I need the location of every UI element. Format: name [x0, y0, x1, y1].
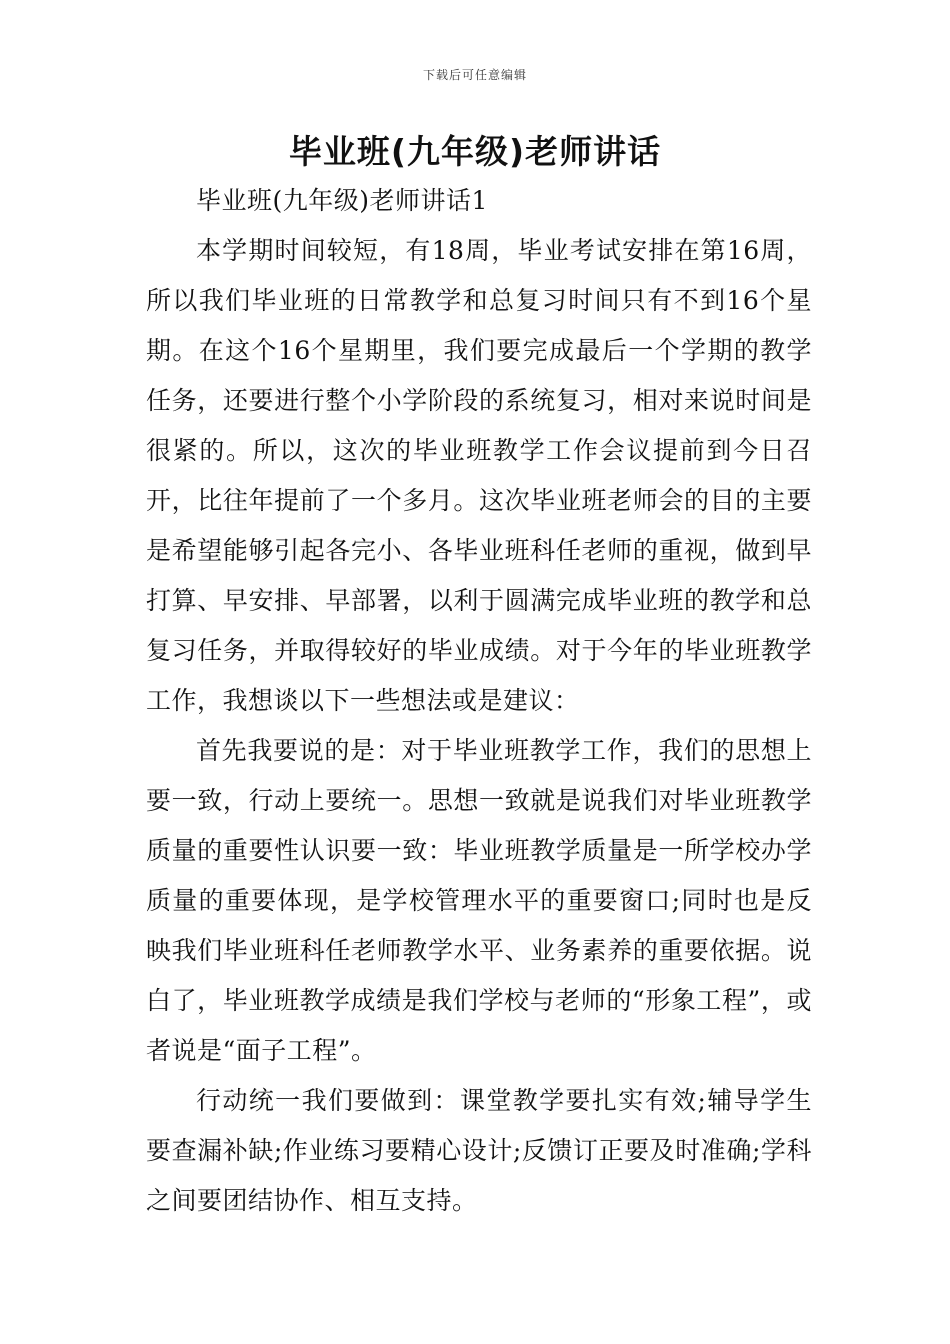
paragraph-3: 行动统一我们要做到：课堂教学要扎实有效;辅导学生要查漏补缺;作业练习要精心设计;反馈订正要及时准确;学科之间要团结协作、相互支持。	[146, 1086, 812, 1215]
document-body	[146, 176, 812, 1226]
section-subtitle: 毕业班(九年级)老师讲话1	[196, 186, 488, 215]
paragraph-2: 首先我要说的是：对于毕业班教学工作，我们的思想上要一致，行动上要统一。思想一致就是说我们对毕业班教学质量的重要性认识要一致：毕业班教学质量是一所学校办学质量的重要体现，是学校管理水平的重要窗口;同时也是反映我们毕业班科任老师教学水平、业务素养的重要依据。说白了，毕业班教学成绩是我们学校与老师的“形象工程”，或者说是“面子工程”。	[146, 736, 812, 1065]
paragraph-1: 本学期时间较短，有18周，毕业考试安排在第16周，所以我们毕业班的日常教学和总复习时间只有不到16个星期。在这个16个星期里，我们要完成最后一个学期的教学任务，还要进行整个小学阶段的系统复习，相对来说时间是很紧的。所以，这次的毕业班教学工作会议提前到今日召开，比往年提前了一个多月。这次毕业班老师会的目的主要是希望能够引起各完小、各毕业班科任老师的重视，做到早打算、早安排、早部署，以利于圆满完成毕业班的教学和总复习任务，并取得较好的毕业成绩。对于今年的毕业班教学工作，我想谈以下一些想法或是建议：	[146, 236, 812, 715]
document-title: 毕业班(九年级)老师讲话	[288, 132, 662, 171]
header-note: 下载后可任意编辑	[422, 68, 527, 82]
